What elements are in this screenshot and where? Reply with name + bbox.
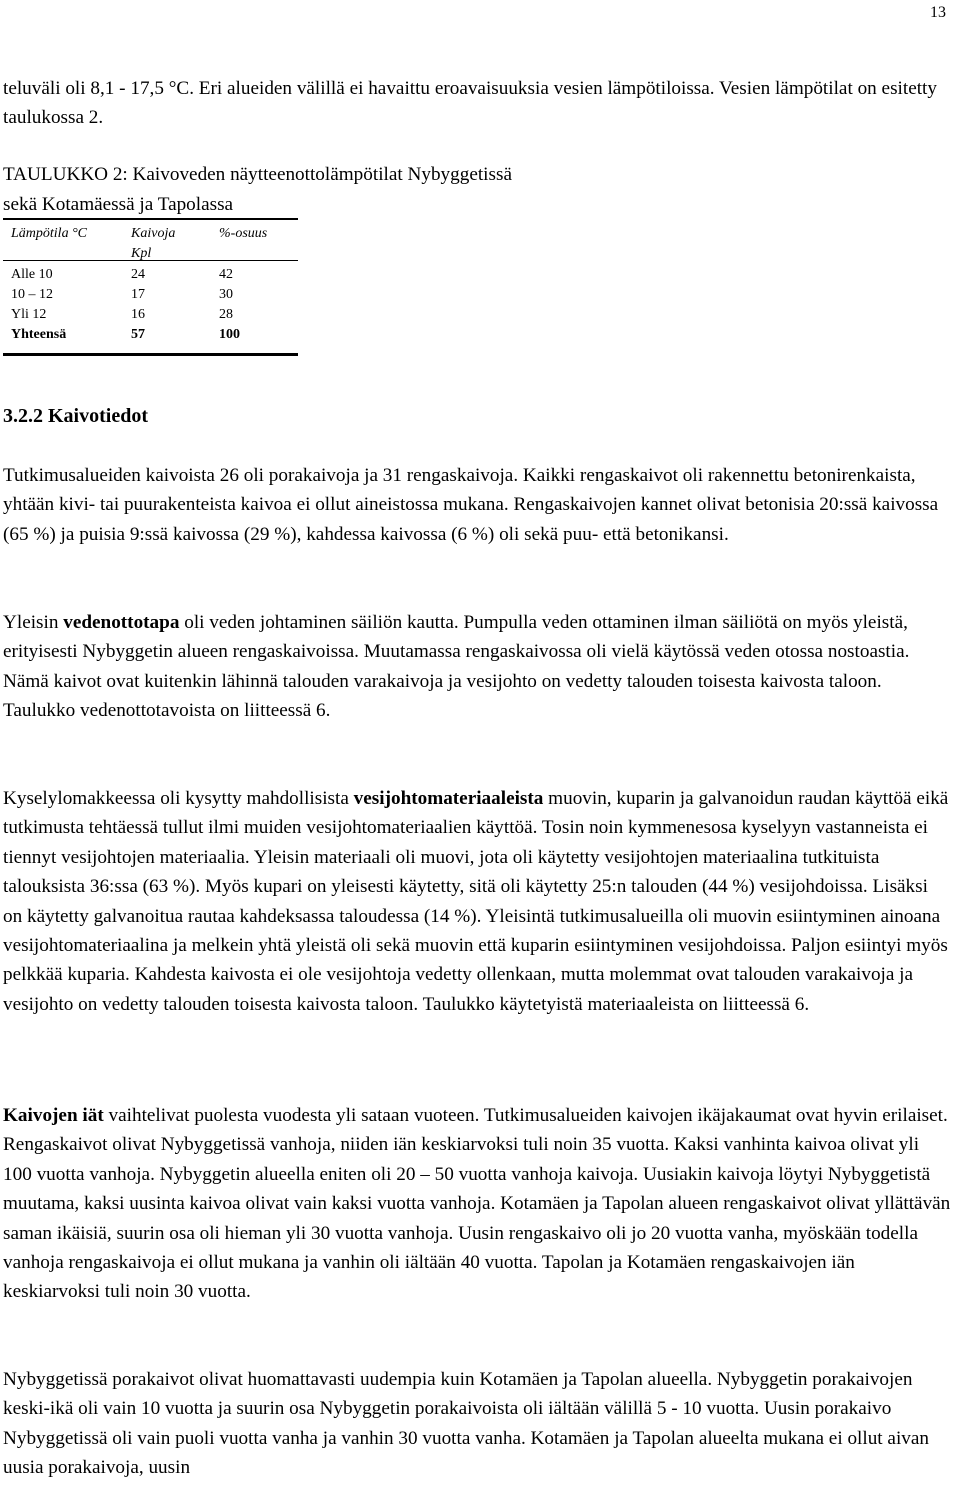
table-cell: 100 xyxy=(219,327,240,342)
emphasis-term: vedenottotapa xyxy=(63,612,180,633)
table-caption-line-2: sekä Kotamäessä ja Tapolassa xyxy=(3,194,234,215)
table-caption xyxy=(3,160,512,220)
paragraph-well-types: Tutkimusalueiden kaivoista 26 oli porakaivoja ja 31 rengaskaivoja. Kaikki rengaskaivot oli rakennettu betonirenkaista, yhtään kivi- tai puurakenteista kaivoa ei ollut aineistossa mukana. Rengaskaivojen kannet olivat betonisia 20:ssä kaivossa (65 %) ja puisia 9:ssä kaivossa (29 %), kahdessa kaivossa (6 %) oli sekä puu- että betonikansi. xyxy=(3,465,939,545)
table-total-row xyxy=(3,325,298,345)
table-cell: 30 xyxy=(219,287,233,302)
paragraph-text: vaihtelivat puolesta vuodesta yli sataan vuoteen. Tutkimusalueiden kaivojen ikäjakaumat ovat hyvin erilaiset. Rengaskaivot olivat Nybyggetissä vanhoja, niiden iän keskiarvoksi tuli noin 35 vuotta. Kaksi vanhinta kaivoa olivat yli 100 vuotta vanhoja. Nybyggetin alueella eniten oli 20 – 50 vuotta vanhoja kaivoja. Uusiakin kaivoja löytyi Nybyggetistä muutama, kaksi uusinta kaivoa olivat vain kaksi vuotta vanhoja. Kotamäen ja Tapolan alueen rengaskaivot olivat yllättävän saman ikäisiä, suurin osa oli hieman yli 30 vuotta vanhoja. Uusin rengaskaivo oli jo 20 vuotta vanha, myöskään todella vanhoja rengaskaivoja ei ollut mukana ja vanhin oli iältään 40 vuotta. Tapolan ja Kotamäen rengaskaivojen iän keskiarvoksi tuli noin 30 vuotta. xyxy=(3,1105,951,1303)
temperature-table xyxy=(3,218,298,356)
paragraph-text: Yleisin xyxy=(3,612,64,633)
header-wells xyxy=(131,220,219,260)
section-heading: 3.2.2 Kaivotiedot xyxy=(3,405,148,427)
table-cell: Alle 10 xyxy=(11,267,53,282)
table-row xyxy=(3,265,298,285)
table-cell: 17 xyxy=(131,287,145,302)
paragraph-water-intake xyxy=(3,608,951,726)
emphasis-term: vesijohtomateriaaleista xyxy=(353,788,544,809)
paragraph-text: oli veden johtaminen säiliön kautta. Pumpulla veden ottaminen ilman säiliötä on myös yleistä, erityisesti Nybyggetin alueen rengaskaivoissa. Muutamassa rengaskaivossa oli vielä käytössä veden otossa nostoastia. Nämä kaivot ovat kuitenkin lähinnä talouden varakaivoja ja vesijohto on vedetty talouden toisesta kaivosta taloon. Taulukko vedenottotavoista on liitteessä 6. xyxy=(3,612,910,722)
page-number: 13 xyxy=(930,4,946,21)
table-cell: 24 xyxy=(131,267,145,282)
paragraph-drilled-wells: Nybyggetissä porakaivot olivat huomattavasti uudempia kuin Kotamäen ja Tapolan alueella. Nybyggetin porakaivojen keski-ikä oli vain 10 vuotta ja suurin osa Nybyggetin porakaivoista oli iältään välillä 5 - 10 vuotta. Uusin porakaivo Nybyggetissä oli vain puoli vuotta vanha ja vanhin 30 vuotta vanha. Kotamäen ja Tapolan alueelta mukana ei ollut aivan uusia porakaivoja, uusin xyxy=(3,1369,929,1479)
table-cell: 28 xyxy=(219,307,233,322)
paragraph-text: muovin, kuparin ja galvanoidun raudan käyttöä eikä tutkimusta tehtäessä tullut ilmi muiden vesijohtomateriaalien käyttöä. Tosin noin kymmenesosa kyselyyn vastanneista ei tiennyt vesijohtojen materiaalia. Yleisin materiaali oli muovi, jota oli käytetty vesijohtojen materiaalina tutkituista talouksista 36:ssa (63 %). Myös kupari on yleisesti käytetty, sitä oli käytetty 25:n talouden (44 %) vesijohdoissa. Lisäksi on käytetty galvanoitua rautaa kahdeksassa taloudessa (14 %). Yleisintä tutkimusalueilla oli muovin esiintyminen ainoana vesijohtomateriaalina ja melkein yhtä yleistä oli sekä muovin että kuparin esiintyminen vesijohdoissa. Paljon esiintyi myös pelkkää kuparia. Kahdesta kaivosta ei ole vesijohtoja vedetty ollenkaan, mutta molemmat ovat talouden varakaivoja ja vesijohto on vedetty talouden toisesta kaivosta taloon. Taulukko käytetyistä materiaaleista on liitteessä 6. xyxy=(3,788,949,1015)
table-cell: 42 xyxy=(219,267,233,282)
header-wells-unit: Kpl xyxy=(131,246,152,261)
header-wells-label: Kaivoja xyxy=(131,226,176,241)
emphasis-term: Kaivojen iät xyxy=(3,1105,104,1126)
header-percent: %-osuus xyxy=(219,226,268,241)
table-row xyxy=(3,285,298,305)
paragraph-pipe-materials xyxy=(3,784,951,1019)
paragraph-text: Kyselylomakkeessa oli kysytty mahdollisista xyxy=(3,788,354,809)
table-cell: Yli 12 xyxy=(11,307,47,322)
table-cell: 10 – 12 xyxy=(11,287,53,302)
table-row xyxy=(3,305,298,325)
intro-paragraph: teluväli oli 8,1 - 17,5 °C. Eri alueiden välillä ei havaittu eroavaisuuksia vesien lämpötiloissa. Vesien lämpötilat on esitetty taulukossa 2. xyxy=(3,78,937,129)
table-caption-line-1: TAULUKKO 2: Kaivoveden näytteenottolämpötilat Nybyggetissä xyxy=(3,164,512,185)
paragraph-well-ages xyxy=(3,1101,951,1307)
table-header-row xyxy=(3,220,298,261)
table-cell: 57 xyxy=(131,327,145,342)
header-temperature: Lämpötila °C xyxy=(11,226,88,241)
table-cell: 16 xyxy=(131,307,145,322)
table-cell: Yhteensä xyxy=(11,327,67,342)
